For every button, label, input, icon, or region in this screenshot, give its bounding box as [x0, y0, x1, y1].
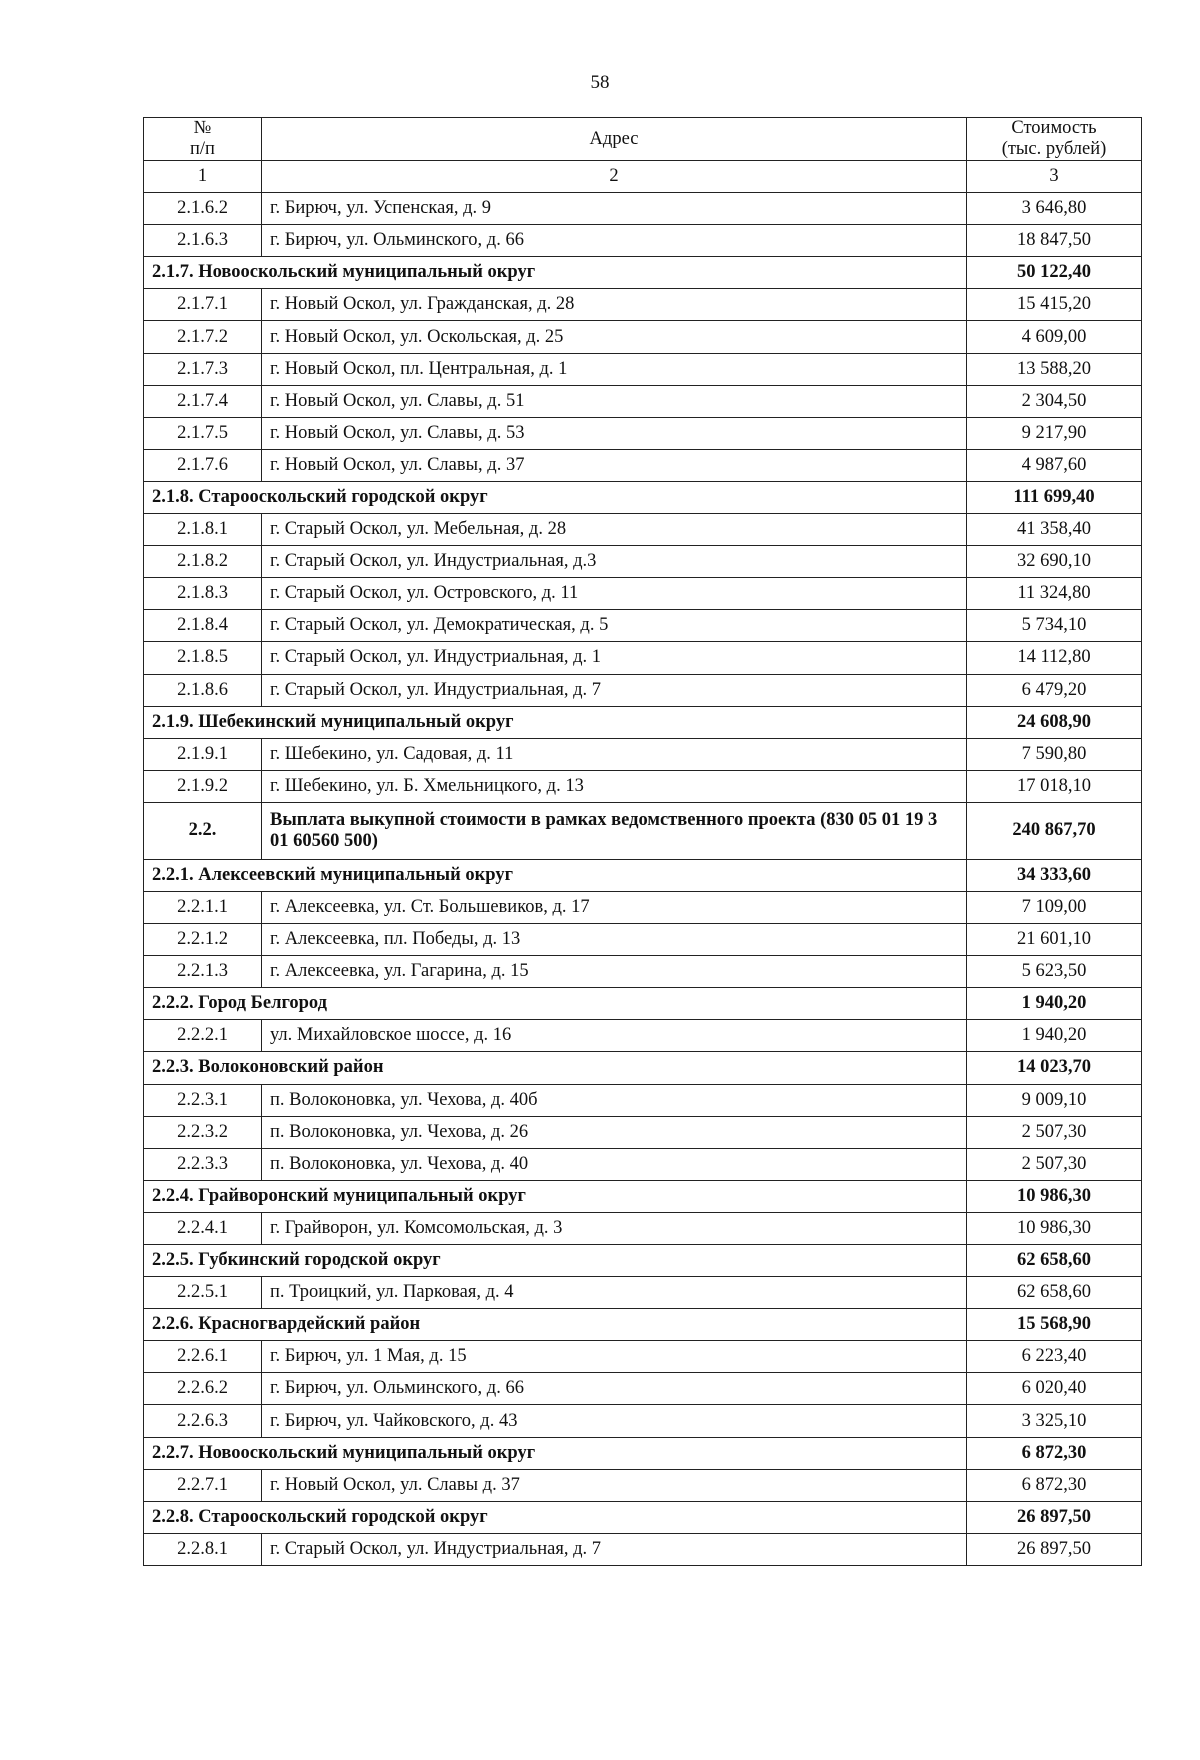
table-row [144, 738, 1142, 770]
column-number: 1 [144, 161, 262, 193]
row-number: 2.1.8.5 [144, 642, 262, 674]
row-cost: 6 872,30 [967, 1469, 1142, 1501]
group-label: 2.1.9. Шебекинский муниципальный округ [144, 706, 967, 738]
row-cost: 5 734,10 [967, 610, 1142, 642]
group-label: 2.2.1. Алексеевский муниципальный округ [144, 859, 967, 891]
table-row [144, 353, 1142, 385]
table-row [144, 770, 1142, 802]
row-cost: 14 112,80 [967, 642, 1142, 674]
group-cost: 10 986,30 [967, 1180, 1142, 1212]
table-row [144, 610, 1142, 642]
group-subtotal-row [144, 1245, 1142, 1277]
row-address: г. Старый Оскол, ул. Индустриальная, д.3 [262, 546, 967, 578]
table-row [144, 924, 1142, 956]
row-number: 2.1.6.2 [144, 193, 262, 225]
group-label: 2.2.3. Волоконовский район [144, 1052, 967, 1084]
group-subtotal-row [144, 481, 1142, 513]
row-number: 2.2.8.1 [144, 1533, 262, 1565]
row-address: ул. Михайловское шоссе, д. 16 [262, 1020, 967, 1052]
row-cost: 2 507,30 [967, 1116, 1142, 1148]
column-number: 2 [262, 161, 967, 193]
table-row [144, 193, 1142, 225]
row-address: г. Старый Оскол, ул. Демократическая, д. 5 [262, 610, 967, 642]
row-address: Выплата выкупной стоимости в рамках ведомственного проекта (830 05 01 19 3 01 60560 500) [262, 802, 967, 859]
table-row [144, 1084, 1142, 1116]
group-cost: 24 608,90 [967, 706, 1142, 738]
row-address: г. Новый Оскол, ул. Славы, д. 37 [262, 449, 967, 481]
row-cost: 6 479,20 [967, 674, 1142, 706]
row-cost: 3 646,80 [967, 193, 1142, 225]
row-number: 2.1.8.1 [144, 514, 262, 546]
table-row [144, 1533, 1142, 1565]
row-cost: 13 588,20 [967, 353, 1142, 385]
table-body [144, 193, 1142, 1566]
row-address: г. Алексеевка, ул. Ст. Большевиков, д. 17 [262, 891, 967, 923]
header-cost-label: Стоимость [1011, 118, 1097, 138]
group-subtotal-row [144, 988, 1142, 1020]
row-address: г. Шебекино, ул. Садовая, д. 11 [262, 738, 967, 770]
group-label: 2.2.7. Новооскольский муниципальный округ [144, 1437, 967, 1469]
header-number-label: п/п [190, 139, 215, 159]
row-number: 2.2.4.1 [144, 1212, 262, 1244]
row-cost: 11 324,80 [967, 578, 1142, 610]
section-total-row [144, 802, 1142, 859]
row-address: г. Бирюч, ул. Ольминского, д. 66 [262, 1373, 967, 1405]
row-number: 2.2.7.1 [144, 1469, 262, 1501]
row-cost: 21 601,10 [967, 924, 1142, 956]
group-cost: 1 940,20 [967, 988, 1142, 1020]
table-row [144, 956, 1142, 988]
row-address: г. Новый Оскол, ул. Славы, д. 51 [262, 385, 967, 417]
table-row [144, 1116, 1142, 1148]
row-cost: 4 609,00 [967, 321, 1142, 353]
group-cost: 15 568,90 [967, 1309, 1142, 1341]
table-row [144, 225, 1142, 257]
group-cost: 14 023,70 [967, 1052, 1142, 1084]
table-row [144, 1341, 1142, 1373]
row-number: 2.2.3.1 [144, 1084, 262, 1116]
row-number: 2.1.7.6 [144, 449, 262, 481]
row-number: 2.2.6.2 [144, 1373, 262, 1405]
row-address: г. Грайворон, ул. Комсомольская, д. 3 [262, 1212, 967, 1244]
group-label: 2.1.8. Старооскольский городской округ [144, 481, 967, 513]
header-cost-unit: (тыс. рублей) [1001, 139, 1107, 159]
row-number: 2.1.7.5 [144, 417, 262, 449]
row-cost: 41 358,40 [967, 514, 1142, 546]
row-address: г. Бирюч, ул. Чайковского, д. 43 [262, 1405, 967, 1437]
row-number: 2.1.9.1 [144, 738, 262, 770]
row-address: п. Волоконовка, ул. Чехова, д. 40б [262, 1084, 967, 1116]
row-address: г. Новый Оскол, ул. Оскольская, д. 25 [262, 321, 967, 353]
row-address: г. Старый Оскол, ул. Индустриальная, д. 7 [262, 1533, 967, 1565]
cost-table [143, 117, 1142, 1566]
row-address: г. Алексеевка, ул. Гагарина, д. 15 [262, 956, 967, 988]
header-number-cell [144, 118, 262, 161]
group-cost: 6 872,30 [967, 1437, 1142, 1469]
row-address: г. Бирюч, ул. Успенская, д. 9 [262, 193, 967, 225]
row-address: г. Шебекино, ул. Б. Хмельницкого, д. 13 [262, 770, 967, 802]
row-number: 2.2. [144, 802, 262, 859]
row-cost: 3 325,10 [967, 1405, 1142, 1437]
table-row [144, 449, 1142, 481]
group-subtotal-row [144, 1309, 1142, 1341]
row-address: г. Новый Оскол, ул. Славы, д. 53 [262, 417, 967, 449]
group-cost: 34 333,60 [967, 859, 1142, 891]
row-number: 2.2.1.3 [144, 956, 262, 988]
row-number: 2.1.9.2 [144, 770, 262, 802]
table-row [144, 578, 1142, 610]
row-number: 2.1.7.1 [144, 289, 262, 321]
group-cost: 26 897,50 [967, 1501, 1142, 1533]
row-number: 2.2.3.2 [144, 1116, 262, 1148]
table-row [144, 417, 1142, 449]
table-row [144, 289, 1142, 321]
row-number: 2.2.6.1 [144, 1341, 262, 1373]
row-address: г. Алексеевка, пл. Победы, д. 13 [262, 924, 967, 956]
row-cost: 4 987,60 [967, 449, 1142, 481]
row-address: г. Старый Оскол, ул. Мебельная, д. 28 [262, 514, 967, 546]
table-row [144, 1373, 1142, 1405]
row-cost: 15 415,20 [967, 289, 1142, 321]
header-address-cell: Адрес [262, 118, 967, 161]
row-number: 2.1.7.4 [144, 385, 262, 417]
row-cost: 5 623,50 [967, 956, 1142, 988]
row-address: г. Новый Оскол, пл. Центральная, д. 1 [262, 353, 967, 385]
row-number: 2.1.7.3 [144, 353, 262, 385]
row-cost: 17 018,10 [967, 770, 1142, 802]
row-number: 2.1.8.3 [144, 578, 262, 610]
group-subtotal-row [144, 257, 1142, 289]
row-cost: 62 658,60 [967, 1277, 1142, 1309]
group-subtotal-row [144, 706, 1142, 738]
table-row [144, 385, 1142, 417]
row-number: 2.1.8.2 [144, 546, 262, 578]
row-number: 2.2.1.1 [144, 891, 262, 923]
row-cost: 18 847,50 [967, 225, 1142, 257]
row-address: г. Бирюч, ул. Ольминского, д. 66 [262, 225, 967, 257]
row-cost: 2 304,50 [967, 385, 1142, 417]
row-cost: 240 867,70 [967, 802, 1142, 859]
group-subtotal-row [144, 1501, 1142, 1533]
row-cost: 2 507,30 [967, 1148, 1142, 1180]
row-address: г. Бирюч, ул. 1 Мая, д. 15 [262, 1341, 967, 1373]
row-address: п. Волоконовка, ул. Чехова, д. 26 [262, 1116, 967, 1148]
column-number: 3 [967, 161, 1142, 193]
row-cost: 1 940,20 [967, 1020, 1142, 1052]
table-row [144, 1405, 1142, 1437]
row-number: 2.2.6.3 [144, 1405, 262, 1437]
row-address: п. Троицкий, ул. Парковая, д. 4 [262, 1277, 967, 1309]
table-row [144, 642, 1142, 674]
row-number: 2.1.6.3 [144, 225, 262, 257]
group-label: 2.2.4. Грайворонский муниципальный округ [144, 1180, 967, 1212]
group-label: 2.2.8. Старооскольский городской округ [144, 1501, 967, 1533]
table-row [144, 1469, 1142, 1501]
row-address: п. Волоконовка, ул. Чехова, д. 40 [262, 1148, 967, 1180]
table-row [144, 1020, 1142, 1052]
header-number-sign: № [193, 118, 212, 138]
table-row [144, 674, 1142, 706]
table-row [144, 891, 1142, 923]
table-row [144, 1277, 1142, 1309]
row-number: 2.1.7.2 [144, 321, 262, 353]
group-cost: 50 122,40 [967, 257, 1142, 289]
group-subtotal-row [144, 1437, 1142, 1469]
page-number: 58 [590, 72, 610, 93]
row-address: г. Новый Оскол, ул. Славы д. 37 [262, 1469, 967, 1501]
row-cost: 6 223,40 [967, 1341, 1142, 1373]
row-cost: 9 217,90 [967, 417, 1142, 449]
row-cost: 26 897,50 [967, 1533, 1142, 1565]
table-row [144, 321, 1142, 353]
group-label: 2.1.7. Новооскольский муниципальный округ [144, 257, 967, 289]
group-label: 2.2.6. Красногвардейский район [144, 1309, 967, 1341]
row-cost: 7 109,00 [967, 891, 1142, 923]
group-subtotal-row [144, 859, 1142, 891]
column-number-row [144, 161, 1142, 193]
row-address: г. Старый Оскол, ул. Индустриальная, д. 7 [262, 674, 967, 706]
table-row [144, 1212, 1142, 1244]
header-cost-cell [967, 118, 1142, 161]
row-number: 2.2.5.1 [144, 1277, 262, 1309]
group-label: 2.2.5. Губкинский городской округ [144, 1245, 967, 1277]
row-cost: 32 690,10 [967, 546, 1142, 578]
row-address: г. Новый Оскол, ул. Гражданская, д. 28 [262, 289, 967, 321]
group-cost: 62 658,60 [967, 1245, 1142, 1277]
row-cost: 10 986,30 [967, 1212, 1142, 1244]
row-number: 2.2.2.1 [144, 1020, 262, 1052]
table-row [144, 1148, 1142, 1180]
row-address: г. Старый Оскол, ул. Индустриальная, д. 1 [262, 642, 967, 674]
row-number: 2.1.8.6 [144, 674, 262, 706]
row-cost: 7 590,80 [967, 738, 1142, 770]
table-row [144, 546, 1142, 578]
group-label: 2.2.2. Город Белгород [144, 988, 967, 1020]
table-row [144, 514, 1142, 546]
row-number: 2.1.8.4 [144, 610, 262, 642]
group-subtotal-row [144, 1180, 1142, 1212]
table-header-row [144, 118, 1142, 161]
row-address: г. Старый Оскол, ул. Островского, д. 11 [262, 578, 967, 610]
row-number: 2.2.1.2 [144, 924, 262, 956]
row-cost: 6 020,40 [967, 1373, 1142, 1405]
group-subtotal-row [144, 1052, 1142, 1084]
row-cost: 9 009,10 [967, 1084, 1142, 1116]
group-cost: 111 699,40 [967, 481, 1142, 513]
row-number: 2.2.3.3 [144, 1148, 262, 1180]
